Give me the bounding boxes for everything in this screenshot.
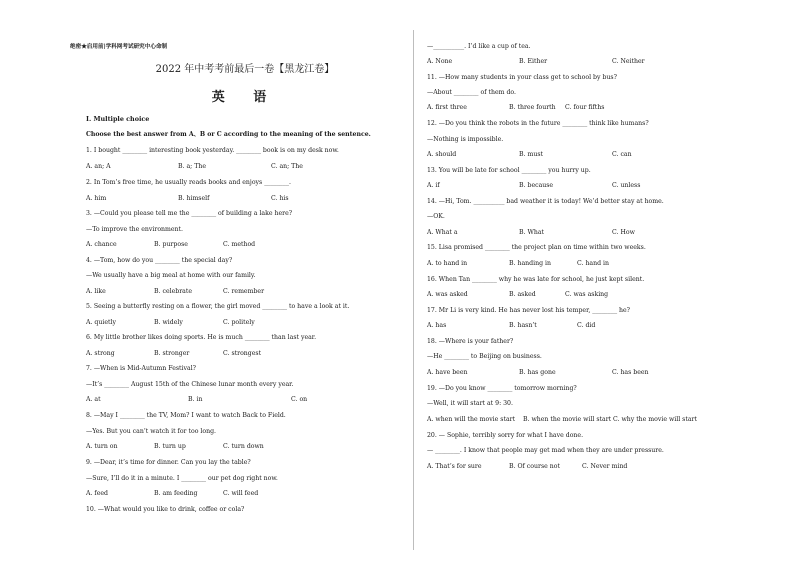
option-c: C. strongest [223,350,262,357]
option-c: C. why the movie will start [613,416,697,423]
question-stem: 4. —Tom, how do you ________ the special day? [86,257,233,264]
option-b: B. has gone [519,369,556,376]
option-b: B. handing in [509,260,551,267]
option-c: C. hand in [577,260,609,267]
option-b: B. Either [519,58,548,65]
option-b: B. when the movie will start [523,416,612,423]
option-a: A. an; A [86,163,111,170]
option-a: A. None [427,58,453,65]
column-divider [413,30,414,550]
question-answer-line: —To improve the environment. [86,226,183,233]
question-stem: 5. Seeing a butterfly resting on a flower, the girl moved ________ to have a look at it. [86,303,350,310]
option-c: C. will feed [223,490,259,497]
option-a: A. if [427,182,440,189]
question-answer-line: —Nothing is impossible. [427,136,504,143]
question-stem: 9. —Dear, it’s time for dinner. Can you lay the table? [86,459,251,466]
option-b: B. because [519,182,554,189]
option-b: B. must [519,151,543,158]
question-answer-line: —About ________ of them do. [427,89,516,96]
question-stem: 1. I bought ________ interesting book yesterday. ________ book is on my desk now. [86,147,339,154]
question-stem: 6. My little brother likes doing sports. He is much ________ than last year. [86,334,317,341]
question-stem: 20. — Sophie, terribly sorry for what I have done. [427,432,584,439]
question-answer-line: —__________. I’d like a cup of tea. [427,43,531,50]
question-stem: 12. —Do you think the robots in the future ________ think like humans? [427,120,649,127]
question-stem: 13. You will be late for school ________ you hurry up. [427,167,591,174]
option-b: B. turn up [154,443,186,450]
option-a: A. What a [427,229,458,236]
option-b: B. purpose [154,241,188,248]
subject-title: 英 语 [211,90,279,105]
option-c: C. Neither [612,58,645,65]
option-a: A. when will the movie start [427,416,516,423]
option-a: A. should [427,151,457,158]
option-c: C. an; The [271,163,303,170]
question-answer-line: —He ________ to Beijing on business. [427,353,542,360]
question-stem: 15. Lisa promised ________ the project plan on time within two weeks. [427,244,646,251]
option-b: B. himself [178,195,210,202]
question-stem: 3. —Could you please tell me the ________ of building a lake here? [86,210,293,217]
option-b: B. Of course not [509,463,560,470]
option-c: C. turn down [223,443,264,450]
confidential-label: 绝密★启用前|学科网考试研究中心命制 [70,44,168,50]
option-a: A. was asked [427,291,468,298]
question-answer-line: —Well, it will start at 9: 30. [427,400,513,407]
question-answer-line: —We usually have a big meal at home with our family. [86,272,256,279]
question-stem: 8. —May I ________ the TV, Mom? I want to watch Back to Field. [86,412,286,419]
question-answer-line: —Sure, I’ll do it in a minute. I ________ our pet dog right now. [86,475,278,482]
option-c: C. did [577,322,596,329]
exam-title: 2022 年中考考前最后一卷【黑龙江卷】 [155,64,335,75]
option-b: B. widely [154,319,183,326]
option-a: A. turn on [86,443,118,450]
option-a: A. him [86,195,107,202]
option-b: B. stronger [154,350,190,357]
option-b: B. asked [509,291,536,298]
question-stem: 17. Mr Li is very kind. He has never lost his temper, ________ he? [427,307,630,314]
option-a: A. That’s for sure [427,463,482,470]
question-answer-line: — ________. I know that people may get mad when they are under pressure. [427,447,664,454]
option-b: B. three fourth [509,104,556,111]
option-c: C. unless [612,182,641,189]
option-a: A. has [427,322,447,329]
option-b: B. a; The [178,163,206,170]
question-stem: 2. In Tom’s free time, he usually reads books and enjoys ________. [86,179,291,186]
option-a: A. first three [427,104,467,111]
option-c: C. was asking [565,291,609,298]
option-c: C. remember [223,288,265,295]
option-a: A. have been [427,369,468,376]
option-c: C. Never mind [582,463,628,470]
question-stem: 14. —Hi, Tom. __________ bad weather it is today! We’d better stay at home. [427,198,664,205]
option-a: A. strong [86,350,115,357]
option-a: A. feed [86,490,108,497]
option-a: A. to hand in [427,260,468,267]
question-stem: 11. —How many students in your class get to school by bus? [427,74,617,81]
option-b: B. What [519,229,545,236]
option-b: B. in [188,396,203,403]
question-answer-line: —Yes. But you can’t watch it for too long. [86,428,217,435]
question-stem: 10. —What would you like to drink, coffee or cola? [86,506,245,513]
option-a: A. quietly [86,319,116,326]
option-c: C. on [291,396,308,403]
option-b: B. celebrate [154,288,193,295]
option-c: C. can [612,151,632,158]
option-c: C. four fifths [565,104,605,111]
option-c: C. How [612,229,635,236]
question-answer-line: —It’s ________ August 15th of the Chinese lunar month every year. [86,381,294,388]
option-c: C. method [223,241,256,248]
option-c: C. has been [612,369,649,376]
question-stem: 7. —When is Mid-Autumn Festival? [86,365,196,372]
option-b: B. hasn’t [509,322,537,329]
option-a: A. chance [86,241,117,248]
section-instruction: Choose the best answer from A、B or C according to the meaning of the sentence. [86,131,371,138]
option-c: C. his [271,195,289,202]
question-stem: 18. —Where is your father? [427,338,514,345]
option-a: A. at [86,396,101,403]
question-stem: 16. When Tan ________ why he was late for school, he just kept silent. [427,276,645,283]
question-answer-line: —OK. [427,213,445,220]
option-c: C. politely [223,319,255,326]
section-heading: I. Multiple choice [86,115,150,123]
option-a: A. like [86,288,106,295]
option-b: B. am feeding [154,490,198,497]
question-stem: 19. —Do you know ________ tomorrow morning? [427,385,577,392]
